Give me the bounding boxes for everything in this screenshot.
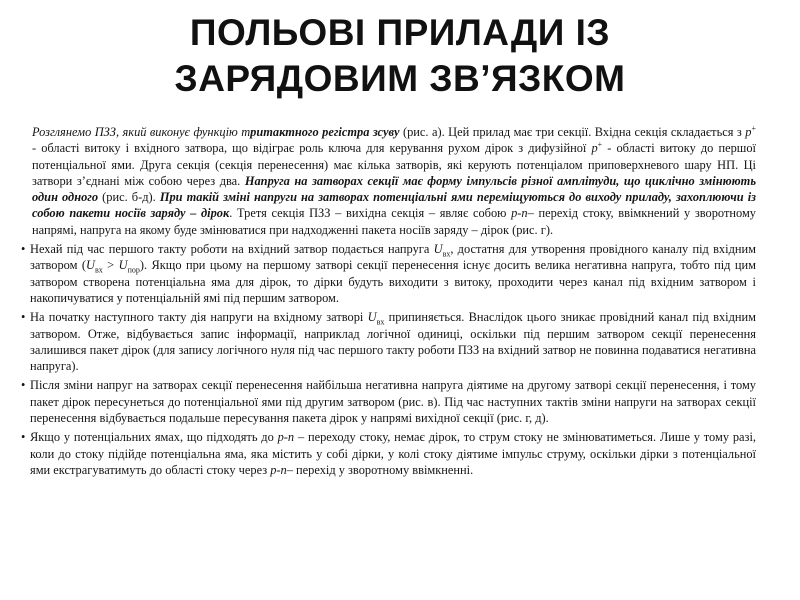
text-run: - області витоку і вхідного затвора, що відіграє роль ключа для керування рухом дірок з дифузійної [32, 141, 592, 156]
title-line-1: ПОЛЬОВІ ПРИЛАДИ ІЗ [189, 12, 611, 53]
text-run: (рис. б-д). [98, 190, 160, 205]
text-run: ). Якщо при цьому на першому затворі секції перенесення існує досить велика негативна напруга, тобто під цим затвором створена потенціальна яма для дірок, то дірки будуть виходити з витоку, проходити через канал під вхідним затвором і накопичуватися у потенціальній ямі під першим затвором. [30, 258, 756, 305]
text-run: Якщо у потенціальних ямах, що підходять до [30, 430, 278, 445]
text-run-emphasis: При такій зміні напруги на затворах потенціальні ями переміщуються до виходу приладу, захоплюючи із собою пакети носіїв заряду – дірок [32, 190, 756, 221]
paragraph-intro [22, 124, 756, 238]
text-run-symbol: р [591, 141, 598, 156]
subscript: вх [442, 249, 451, 259]
text-run-symbol: U [118, 258, 128, 273]
text-run: , достатня для утворення провідного каналу під вхідним затвором ( [30, 242, 756, 273]
text-run-symbol: р [745, 125, 752, 139]
text-run: – перехід у зворотному ввімкненні. [286, 462, 474, 477]
bullet-paragraph-transfer [22, 377, 756, 426]
text-run: Нехай під час першого такту роботи на вхідний затвор подається напруга [30, 242, 434, 257]
text-run-emphasis: ритактного регістра зсуву [250, 125, 400, 139]
text-run: > [102, 258, 119, 273]
text-run: (рис. а). Цей прилад має три секції. Вхідна секція складається з [399, 125, 746, 139]
text-run: Розглянемо ПЗЗ, який виконує функцію т [32, 125, 251, 139]
text-run-symbol: p-n [270, 462, 287, 477]
bullet-paragraph-first-tact [22, 241, 756, 306]
text-run-symbol: U [86, 258, 95, 273]
text-run: . Третя секція ПЗЗ – вихідна секція – являє собою [229, 206, 512, 221]
text-run-symbol: p-n [277, 430, 295, 445]
superscript: + [597, 140, 603, 150]
text-run: – перехід стоку, ввімкнений у зворотному напрямі, напруга на якому буде змінюватися при надходженні пакета носіїв заряду – дірок (рис. г). [32, 206, 756, 237]
text-run: припиняється. Внаслідок цього зникає провідний канал під вхідним затвором. Отже, відбувається запис інформації, наприклад логічної одиниці, оскільки під першим затвором секції перенесення залишився пакет дірок (для запису логічного нуля під час першого такту роботи ПЗЗ на вхідний затвор не повинна подаватися негативна напруга). [30, 310, 756, 374]
subscript: пор [127, 265, 140, 275]
superscript: + [751, 123, 756, 133]
text-run-emphasis: Напруга на затворах секції має форму імпульсів різної амплітуди, що циклічно змінюють один одного [32, 173, 756, 205]
text-run: - області витоку до першої потенціальної ями. Друга секція (секція перенесення) має кілька затворів, які керують потенціалом приповерхневого шару НП. Ці затвори з’єднані між собою через два. [32, 141, 756, 188]
bullet-paragraph-drain [22, 429, 756, 478]
page-title [40, 10, 760, 102]
slide-body [22, 124, 756, 481]
title-line-2: ЗАРЯДОВИМ ЗВ’ЯЗКОМ [174, 58, 626, 99]
text-run-symbol: U [367, 310, 377, 325]
text-run: На початку наступного такту дія напруги на вхідному затворі [30, 310, 368, 325]
subscript: вх [94, 265, 103, 275]
text-run: – переходу стоку, немає дірок, то струм стоку не змінюватиметься. Лише у тому разі, коли до стоку підійде потенціальна яма, яка містить у собі дірки, у колі стоку діятиме імпульс струму, оскільки дірки з потенціальної ями екстрагуватимуть до області стоку через [30, 430, 756, 477]
text-run-symbol: U [433, 242, 443, 257]
text-run-symbol: p-n [511, 206, 528, 221]
bullet-paragraph-next-tact [22, 309, 756, 374]
subscript: вх [376, 317, 385, 327]
text-run: Після зміни напруг на затворах секції перенесення найбільша негативна напруга діятиме на другому затворі секції перенесення, і тому пакет дірок пересунеться до потенціальної ями під другим затвором (рис. в). Під час наступних тактів зміни напруги на затворах секції перенесення відбувається подальше пересування пакета дірок у напрямі вихідної секції (рис. г, д). [30, 378, 756, 426]
